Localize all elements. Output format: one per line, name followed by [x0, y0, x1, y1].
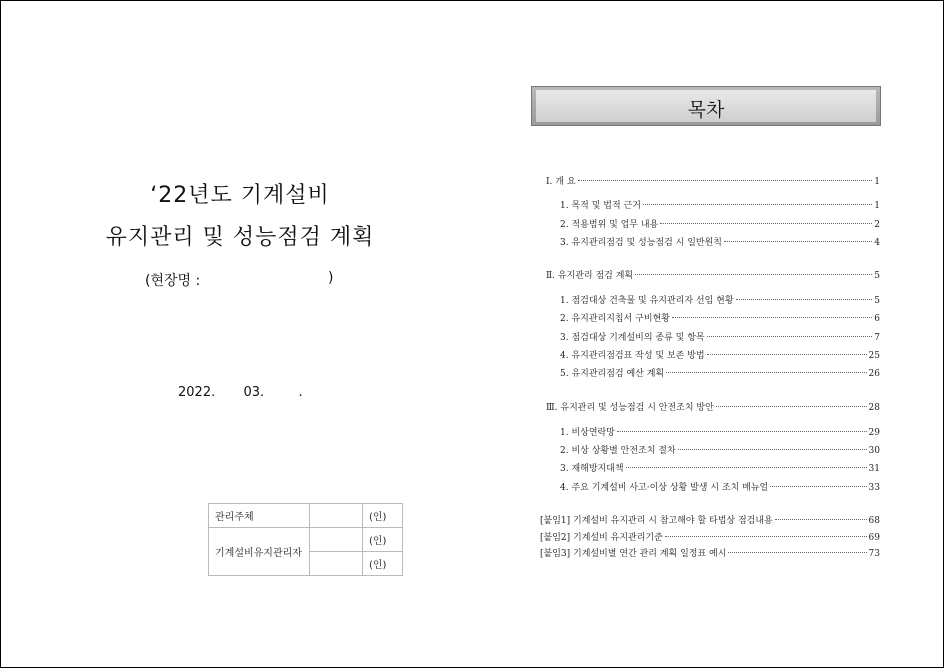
toc-entry[interactable] [546, 174, 880, 186]
toc-entry[interactable] [560, 293, 880, 305]
toc-entry-page: 1 [874, 201, 880, 211]
leader-dots [678, 449, 867, 450]
toc-entry-page: 30 [868, 446, 880, 456]
leader-dots [728, 552, 866, 553]
toc-header-box [531, 86, 881, 126]
toc-title: 목차 [687, 99, 725, 121]
toc-entry-page: 4 [874, 238, 880, 248]
leader-dots [626, 467, 867, 468]
leader-dots [666, 372, 866, 373]
toc-entry-page: 7 [874, 333, 880, 343]
leader-dots [736, 299, 873, 300]
seal-mark: (인) [363, 504, 403, 528]
toc-entry[interactable] [540, 546, 880, 558]
toc-entry-text: 3. 유지관리점검 및 성능점검 시 일반원칙 [560, 238, 722, 248]
leader-dots [707, 336, 873, 337]
toc-entry-page: 69 [868, 533, 880, 543]
toc-entry[interactable] [560, 198, 880, 210]
toc-entry-text: 1. 비상연락망 [560, 428, 615, 438]
maintenance-manager-label: 기계설비유지관리자 [209, 528, 310, 576]
leader-dots [775, 519, 867, 520]
toc-entry-page: 6 [874, 314, 880, 324]
toc-entry[interactable] [560, 311, 880, 323]
leader-dots [578, 180, 873, 181]
seal-mark: (인) [363, 528, 403, 552]
toc-entry-page: 2 [874, 220, 880, 230]
toc-entry-page: 68 [868, 516, 880, 526]
toc-entry[interactable] [560, 366, 880, 378]
toc-entry-page: 29 [868, 428, 880, 438]
toc-entry-page: 5 [874, 296, 880, 306]
leader-dots [770, 486, 866, 487]
toc-entry[interactable] [560, 217, 880, 229]
toc-entry-text: [붙임2] 기계설비 유지관리기준 [540, 533, 663, 543]
cover-title-line1: ‘22년도 기계설비 [150, 183, 330, 208]
toc-entry[interactable] [560, 443, 880, 455]
toc-entry-page: 1 [874, 177, 880, 187]
seal-mark: (인) [363, 552, 403, 576]
cover-date [178, 385, 303, 400]
date-month: 03. [243, 385, 265, 400]
leader-dots [635, 274, 872, 275]
toc-entry-text: 1. 점검대상 건축물 및 유지관리자 선임 현황 [560, 296, 734, 306]
toc-entry-page: 26 [868, 369, 880, 379]
date-day: . [298, 385, 303, 400]
toc-entry-text: 2. 유지관리지침서 구비현황 [560, 314, 670, 324]
toc-entry[interactable] [560, 425, 880, 437]
leader-dots [643, 204, 872, 205]
toc-entry-text: Ⅰ. 개 요 [546, 177, 576, 187]
toc-entry-page: 28 [868, 403, 880, 413]
leader-dots [672, 317, 872, 318]
toc-entry-text: 4. 주요 기계설비 사고·이상 상황 발생 시 조치 매뉴얼 [560, 483, 769, 493]
site-name-close: ) [328, 270, 334, 286]
toc-entry[interactable] [546, 268, 880, 280]
toc-entry[interactable] [560, 330, 880, 342]
toc-entry-text: 5. 유지관리점검 예산 계획 [560, 369, 665, 379]
leader-dots [665, 536, 867, 537]
toc-entry-text: 3. 점검대상 기계설비의 종류 및 항목 [560, 333, 705, 343]
leader-dots [617, 431, 867, 432]
toc-entry-text: [붙임1] 기계설비 유지관리 시 참고해야 할 타법상 점검내용 [540, 516, 773, 526]
toc-entry[interactable] [560, 235, 880, 247]
toc-entry-text: 1. 목적 및 법적 근거 [560, 201, 641, 211]
toc-entry[interactable] [560, 480, 880, 492]
toc-entry-text: 4. 유지관리점검표 작성 및 보존 방법 [560, 351, 705, 361]
toc-entry-page: 73 [868, 549, 880, 559]
toc-entry[interactable] [546, 400, 880, 412]
toc-entry-text: 2. 적용범위 및 업무 내용 [560, 220, 659, 230]
toc-entry-text: 3. 재해방지대책 [560, 464, 624, 474]
table-row [209, 504, 403, 528]
toc-entry-text: Ⅲ. 유지관리 및 성능점검 시 안전조치 방안 [546, 403, 714, 413]
leader-dots [724, 241, 872, 242]
toc-entry[interactable] [540, 530, 880, 542]
toc-entry[interactable] [560, 348, 880, 360]
signature-table [208, 503, 403, 576]
signature-cell [310, 504, 363, 528]
toc-entry-text: 2. 비상 상황별 안전조치 절차 [560, 446, 676, 456]
date-year: 2022. [178, 385, 216, 400]
toc-entry-page: 31 [868, 464, 880, 474]
cover-title-line2: 유지관리 및 성능점검 계획 [105, 225, 375, 250]
toc-entry-text: [붙임3] 기계설비별 연간 관리 계획 일정표 예시 [540, 549, 727, 559]
signature-cell [310, 552, 363, 576]
site-name-label: (현장명 : [145, 273, 201, 289]
manager-label: 관리주체 [209, 504, 310, 528]
leader-dots [660, 223, 872, 224]
signature-cell [310, 528, 363, 552]
toc-entry[interactable] [540, 513, 880, 525]
toc-entry-page: 25 [868, 351, 880, 361]
leader-dots [716, 406, 867, 407]
toc-entry-text: Ⅱ. 유지관리 점검 계획 [546, 271, 634, 281]
leader-dots [707, 354, 867, 355]
toc-header-inner [536, 90, 876, 122]
toc-entry-page: 33 [868, 483, 880, 493]
table-row [209, 528, 403, 552]
toc-entry[interactable] [560, 461, 880, 473]
toc-entry-page: 5 [874, 271, 880, 281]
